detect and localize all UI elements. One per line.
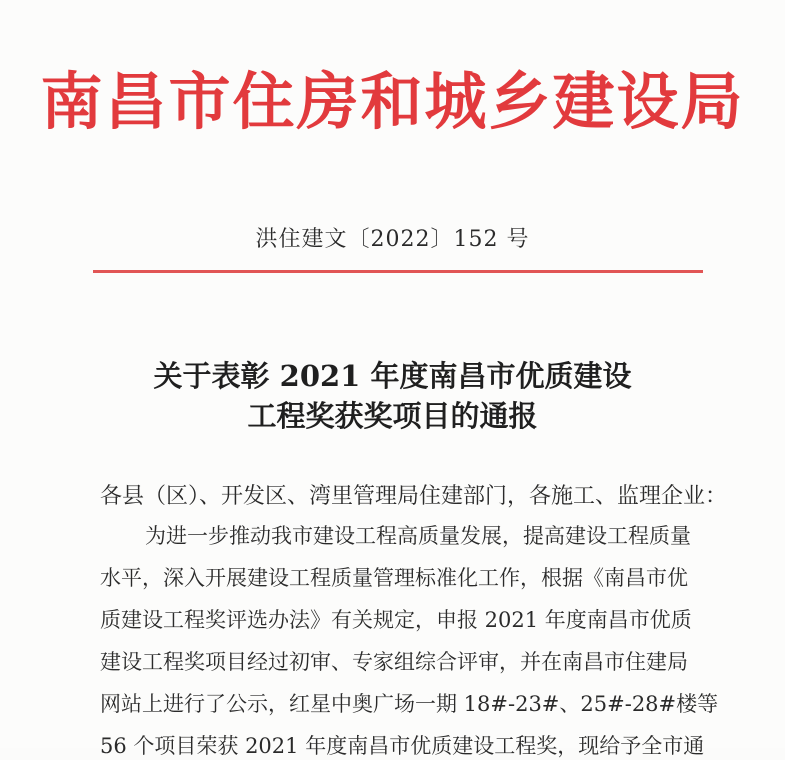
red-divider-line (93, 270, 703, 273)
body-line: 水平，深入开展建设工程质量管理标准化工作，根据《南昌市优 (100, 566, 688, 590)
body-line: 网站上进行了公示，红星中奥广场一期 18#-23#、25#-28#楼等 (100, 692, 719, 716)
notice-title-line-1: 关于表彰 2021 年度南昌市优质建设 (153, 359, 632, 393)
document-number: 洪住建文〔2022〕152 号 (255, 227, 530, 252)
agency-title: 南昌市住房和城乡建设局 (40, 65, 745, 138)
body-line: 建设工程奖项目经过初审、专家组综合评审，并在南昌市住建局 (100, 650, 688, 674)
salutation: 各县（区）、开发区、湾里管理局住建部门，各施工、监理企业： (100, 484, 728, 509)
body-line: 为进一步推动我市建设工程高质量发展，提高建设工程质量 (145, 524, 691, 548)
body-line: 56 个项目荣获 2021 年度南昌市优质建设工程奖，现给予全市通 (100, 734, 705, 758)
notice-title-line-2: 工程奖获奖项目的通报 (247, 399, 538, 433)
body-line: 质建设工程奖评选办法》有关规定，申报 2021 年度南昌市优质 (100, 608, 692, 632)
